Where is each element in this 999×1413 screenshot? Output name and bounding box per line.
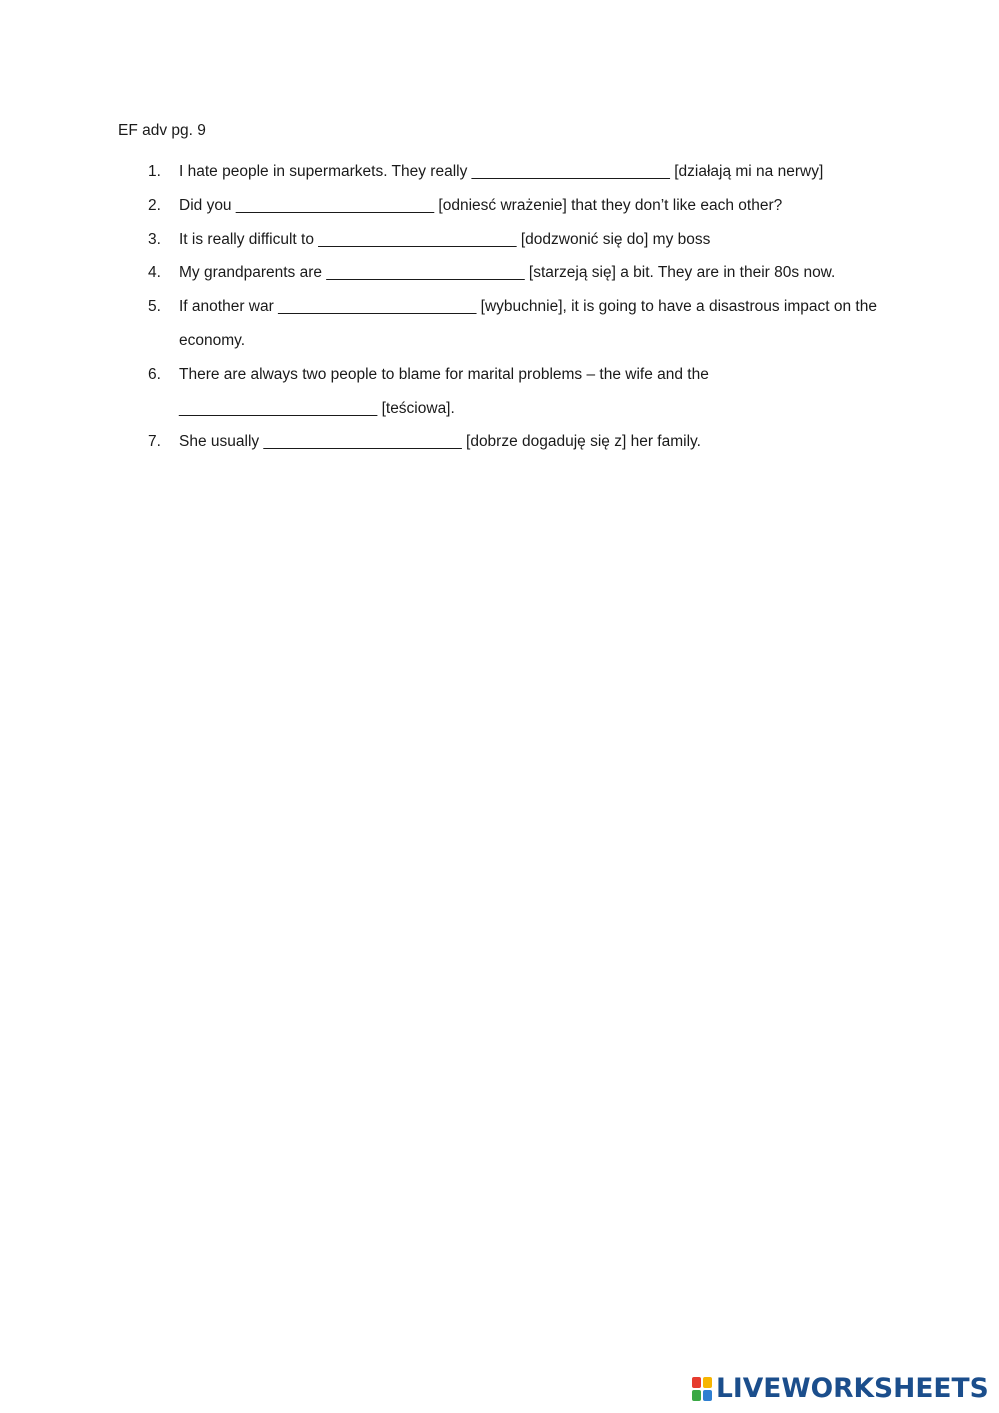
exercise-item-5 (148, 290, 908, 358)
exercise-list (148, 155, 908, 459)
item-text: If another war _______________________ [wybuchnie], it is going to have a disastrous impact on the economy. (179, 298, 882, 349)
logo-square-red (692, 1377, 701, 1388)
exercise-item-7 (148, 425, 908, 459)
logo-square-green (692, 1390, 701, 1401)
item-text: Did you _______________________ [odniesć wrażenie] that they don’t like each other? (179, 196, 783, 214)
logo-square-yellow (703, 1377, 712, 1388)
item-number: 7. (148, 433, 161, 451)
exercise-item-2 (148, 189, 908, 223)
exercise-item-4 (148, 256, 908, 290)
item-text: It is really difficult to _______________________ [dodzwonić się do] my boss (179, 230, 711, 248)
item-number: 1. (148, 163, 161, 180)
liveworksheets-logo (691, 1375, 989, 1403)
liveworksheets-logo-icon (691, 1376, 713, 1402)
item-number: 5. (148, 298, 161, 316)
item-number: 6. (148, 365, 161, 383)
logo-text: LIVEWORKSHEETS (716, 1373, 989, 1404)
item-number: 4. (148, 264, 161, 282)
item-number: 2. (148, 196, 161, 214)
page-heading: EF adv pg. 9 (118, 122, 206, 139)
item-text: I hate people in supermarkets. They really _______________________ [działają mi na nerwy] (179, 163, 824, 180)
exercise-item-6 (148, 358, 908, 426)
item-text: There are always two people to blame for marital problems – the wife and the _______________________ [teściowa]. (179, 365, 714, 417)
logo-square-blue (703, 1390, 712, 1401)
exercise-item-1 (148, 155, 908, 189)
item-text: My grandparents are _______________________ [starzeją się] a bit. They are in their 80s now. (179, 264, 836, 282)
item-text: She usually _______________________ [dobrze dogaduję się z] her family. (179, 433, 701, 451)
exercise-item-3 (148, 223, 908, 257)
item-number: 3. (148, 230, 161, 248)
